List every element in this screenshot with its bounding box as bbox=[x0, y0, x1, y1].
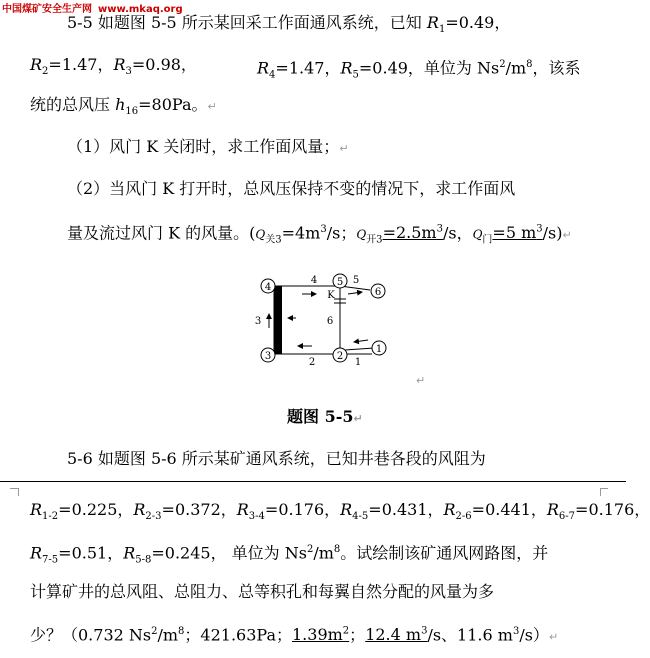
paragraph-mark: ↵ bbox=[207, 100, 217, 113]
branch-label-5: 5 bbox=[352, 275, 360, 286]
p55-line-1: 5-5 如题图 5-5 所示某回采工作面通风系统，已知 $R_1=0.49$， bbox=[67, 13, 511, 36]
p55-line-3: 统的总风压 $h_{16}=80Pa$。↵ bbox=[30, 95, 217, 118]
svg-text:3: 3 bbox=[264, 351, 272, 362]
p56-line-2: $R_{1-2}=0.225$，$R_{2-3}=0.372$，$R_{3-4}=0.176$，$R_{4-5}=0.431$，$R_{2-6}=0.441$，$R_{6-7}=0.176$， bbox=[30, 500, 650, 523]
page-corner-mark bbox=[10, 488, 18, 489]
branch-1-line bbox=[345, 348, 374, 350]
p56-line-3: $R_{7-5}=0.51$，$R_{5-8}=0.245$， 单位为 $Ns^2/m^8$。试绘制该矿通风网路图，并 bbox=[30, 543, 549, 566]
branch-label-4: 4 bbox=[310, 275, 318, 286]
page-separator bbox=[0, 481, 626, 482]
p55-question-2-cont: 量及流过风门 K 的风量。($Q_{关3}=4m^3/s$；$Q_{开3}=2.5m^3/s$，$Q_门=5$ $m^3/s)↵$ bbox=[67, 223, 572, 246]
svg-text:2: 2 bbox=[336, 351, 344, 362]
paragraph-mark: ↵ bbox=[353, 412, 363, 425]
watermark-url: www.mkaq.org bbox=[98, 4, 183, 15]
door-label: K bbox=[327, 290, 335, 301]
p56-line-1: 5-6 如题图 5-6 所示某矿通风系统，已知井巷各段的风阻为 bbox=[67, 449, 486, 468]
paragraph-mark: ↵ bbox=[562, 228, 572, 242]
flow-arrow-5 bbox=[348, 292, 362, 294]
svg-text:4: 4 bbox=[264, 282, 272, 293]
p55-line-2b: $R_4=1.47$，$R_5=0.49$，单位为 $Ns^2/m^8$，该系 bbox=[257, 58, 581, 81]
p55-question-1: （1）风门 K 关闭时，求工作面风量；↵ bbox=[67, 137, 349, 156]
p55-line-2: $R_2=1.47$，$R_3=0.98$， bbox=[30, 55, 197, 78]
branch-label-6: 6 bbox=[326, 316, 334, 327]
page-corner-mark bbox=[600, 488, 608, 489]
watermark bbox=[2, 0, 183, 14]
branch-label-3: 3 bbox=[254, 316, 262, 327]
p56-line-4: 计算矿井的总风阻、总阻力、总等积孔和每翼自然分配的风量为多 bbox=[30, 582, 495, 601]
paragraph-mark: ↵ bbox=[339, 142, 349, 155]
figure-caption: 题图 5-5↵ bbox=[287, 407, 363, 426]
p55-question-2: （2）当风门 K 打开时，总风压保持不变的情况下，求工作面风 bbox=[67, 179, 516, 198]
branch-label-1: 1 bbox=[354, 357, 362, 368]
watermark-site: 中国煤矿安全生产网 bbox=[2, 4, 92, 15]
svg-text:6: 6 bbox=[374, 287, 382, 298]
svg-text:5: 5 bbox=[336, 277, 344, 288]
flow-arrow-1 bbox=[354, 340, 368, 342]
ventilation-network-diagram bbox=[250, 270, 400, 370]
paragraph-mark: ↵ bbox=[416, 374, 426, 387]
branch-label-2: 2 bbox=[308, 357, 316, 368]
working-face-block bbox=[274, 286, 282, 354]
paragraph-mark: ↵ bbox=[548, 630, 559, 644]
p56-line-5: 少？（0.732 $Ns^2/m^8$；421.63Pa；$1.39m^2$；12.4 $m^3/s$、11.6 $m^3/s)↵$ bbox=[30, 625, 559, 645]
svg-text:1: 1 bbox=[375, 344, 383, 355]
